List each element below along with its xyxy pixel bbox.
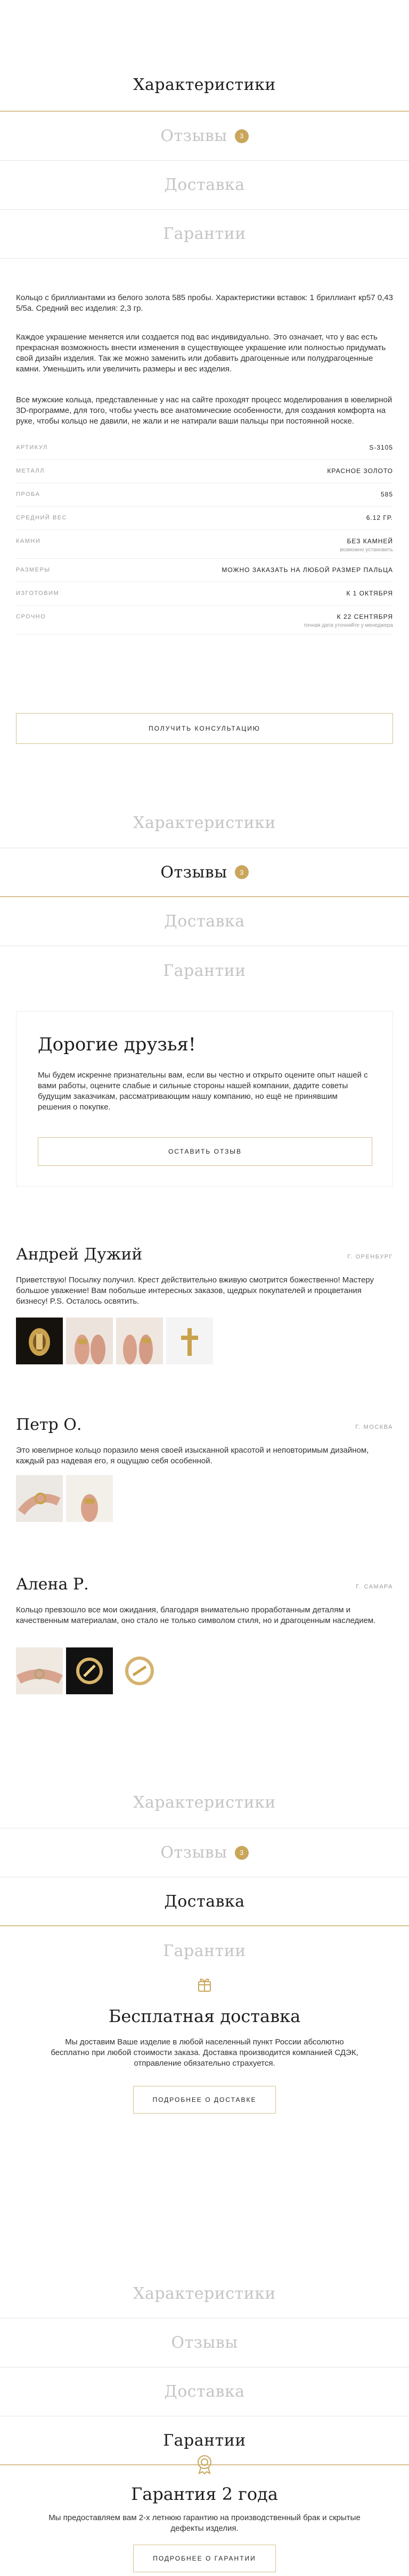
spec-value: К 22 СЕНТЯБРЯ [337,613,393,620]
tab-label: Доставка [164,1892,245,1911]
spec-row [16,507,393,530]
tab-label: Характеристики [133,75,276,94]
review-text: Приветствую! Посылку получил. Крест действительно вживую смотрится божественно! Мастеру большое уважение! Вам побольше интересных заказов, щедрых покупателей и процветания бизнесу! P.S. Осталось освятить. [16,1275,374,1306]
spec-key: РАЗМЕРЫ [16,567,51,573]
spec-note: точная дата уточняйте у менеджера [304,623,393,628]
review-author: Алена Р. [16,1575,89,1594]
tabs-characteristics [0,59,409,259]
tabs-warranty [0,2269,409,2465]
spec-value: БЕЗ КАМНЕЙ [347,537,393,545]
tab-label: Отзывы [160,863,227,882]
review-author: Петр О. [16,1415,82,1434]
warranty-icon [194,2453,215,2474]
tab-label: Гарантии [163,225,246,243]
tabs-delivery [0,1777,409,1975]
get-consultation-button[interactable]: ПОЛУЧИТЬ КОНСУЛЬТАЦИЮ [16,713,393,744]
tab-label: Гарантии [163,1941,246,1960]
spec-row [16,606,393,634]
review-photo[interactable] [16,1475,63,1522]
product-description-2: Каждое украшение меняется или создается под вас индивидуально. Это означает, что у вас есть прекрасная возможность внести изменения в существующее украшение или полностью придумать свой дизайн изделия. Так же можно заменить или добавить драгоценные или полудрагоценные камни. Уменьшить или увеличить размеры и вес изделия. [16,333,386,374]
warranty-text: Мы предоставляем вам 2-х летнюю гарантию на производственный брак и скрытые дефекты изделия. [48,2513,361,2533]
spec-row [16,582,393,606]
review-photo[interactable] [166,1318,213,1364]
tab-warranty[interactable] [0,946,409,995]
reviews-count-badge: 3 [235,865,249,879]
tab-label: Гарантии [163,2431,246,2450]
spec-table [16,436,393,634]
product-description-1: Кольцо с бриллиантами из белого золота 585 пробы. Характеристики вставок: 1 бриллиант кр57 0,43 5/5а. Средний вес изделия: 2,3 гр. [16,293,393,313]
spec-key: ПРОБА [16,491,40,498]
review-photo[interactable] [116,1318,163,1364]
tab-label: Характеристики [133,814,276,832]
review-city: Г. МОСКВА [355,1424,393,1430]
tab-label: Отзывы [160,127,227,145]
spec-value: К 1 ОКТЯБРЯ [346,590,393,597]
review-photo[interactable] [66,1318,113,1364]
review-photo[interactable] [66,1647,113,1694]
review-photo[interactable] [66,1475,113,1522]
review-photo[interactable] [16,1318,63,1364]
delivery-title: Бесплатная доставка [108,2006,301,2026]
spec-key: СРЕДНИЙ ВЕС [16,515,67,521]
spec-value: МОЖНО ЗАКАЗАТЬ НА ЛЮБОЙ РАЗМЕР ПАЛЬЦА [222,566,393,574]
spec-row [16,483,393,507]
review-city: Г. ОРЕНБУРГ [347,1254,393,1260]
spec-value: 585 [380,491,393,498]
delivery-details-button[interactable]: ПОДРОБНЕЕ О ДОСТАВКЕ [133,2086,276,2114]
tabs-reviews [0,798,409,995]
tab-delivery[interactable] [0,161,409,210]
spec-value: S-3105 [369,444,393,451]
tab-delivery[interactable] [0,897,409,946]
tab-warranty[interactable] [0,210,409,259]
product-description-3: Все мужские кольца, представленные у нас на сайте проходят процесс моделирования в ювелирной 3D-программе, для того, чтобы учесть все анатомические особенности, для создания комфорта на руке, чтобы кольцо не давили, не жали и не натирали ваши пальцы при постоянной носке. [16,395,392,426]
review-city: Г. САМАРА [356,1584,393,1590]
reviews-count-badge: 3 [235,129,249,143]
tab-reviews[interactable] [0,848,409,897]
leave-review-button[interactable]: ОСТАВИТЬ ОТЗЫВ [38,1137,372,1166]
spec-key: ИЗГОТОВИМ [16,590,60,597]
review-photo[interactable] [16,1647,63,1694]
tab-label: Доставка [164,176,245,194]
spec-row [16,559,393,582]
spec-key: СРОЧНО [16,614,46,620]
spec-note-link[interactable]: возможно установить [340,547,393,553]
tab-label: Доставка [164,2382,245,2401]
tab-reviews[interactable] [0,112,409,161]
review-author: Андрей Дужий [16,1245,143,1264]
review-photo[interactable] [116,1647,163,1694]
delivery-icon [194,1974,215,1995]
tab-delivery[interactable] [0,2367,409,2416]
spec-row [16,460,393,483]
spec-row [16,530,393,559]
tab-label: Характеристики [133,2284,276,2303]
tab-reviews[interactable] [0,1828,409,1877]
tab-label: Гарантии [163,961,246,980]
tab-delivery[interactable] [0,1877,409,1926]
tab-characteristics[interactable] [0,798,409,848]
reviews-count-badge: 3 [235,1846,249,1860]
spec-value: КРАСНОЕ ЗОЛОТО [327,467,393,475]
spec-key: КАМНИ [16,538,41,544]
review-text: Это ювелирное кольцо поразило меня своей изысканной красотой и неповторимым дизайном, каждый раз надевая его, я ощущаю себя особенной. [16,1446,369,1465]
spec-key: АРТИКУЛ [16,444,48,451]
reviews-notice [16,1011,393,1187]
review-text: Кольцо превзошло все мои ожидания, благодаря внимательно проработанным деталям и качественным материалам, оно стало не только символом стиля, но и драгоценным наследием. [16,1605,376,1625]
tab-reviews[interactable] [0,2318,409,2367]
notice-title: Дорогие друзья! [38,1034,196,1055]
tab-label: Отзывы [160,1843,227,1862]
warranty-details-button[interactable]: ПОДРОБНЕЕ О ГАРАНТИИ [133,2545,276,2572]
warranty-title: Гарантия 2 года [131,2484,278,2504]
tab-characteristics[interactable] [0,1777,409,1828]
spec-value: 6.12 ГР. [366,514,393,521]
tab-characteristics[interactable] [0,59,409,112]
tab-label: Доставка [164,912,245,931]
tab-characteristics[interactable] [0,2269,409,2318]
tab-warranty[interactable] [0,1926,409,1975]
notice-text: Мы будем искренне признательны вам, если вы честно и открыто оцените опыт нашей с вами работы, оцените слабые и сильные стороны нашей компании, дадите советы будущим заказчикам, рассматривающим нашу компанию, но ещё не принявшим решения о покупке. [38,1071,368,1112]
spec-row [16,436,393,460]
tab-label: Характеристики [133,1793,276,1812]
tab-label: Отзывы [171,2333,238,2352]
spec-key: МЕТАЛЛ [16,468,45,474]
delivery-text: Мы доставим Ваше изделие в любой населенный пункт России абсолютно бесплатно при любой стоимости заказа. Доставка производится компанией СДЭК, отправление обязательно страхуется. [51,2037,358,2068]
